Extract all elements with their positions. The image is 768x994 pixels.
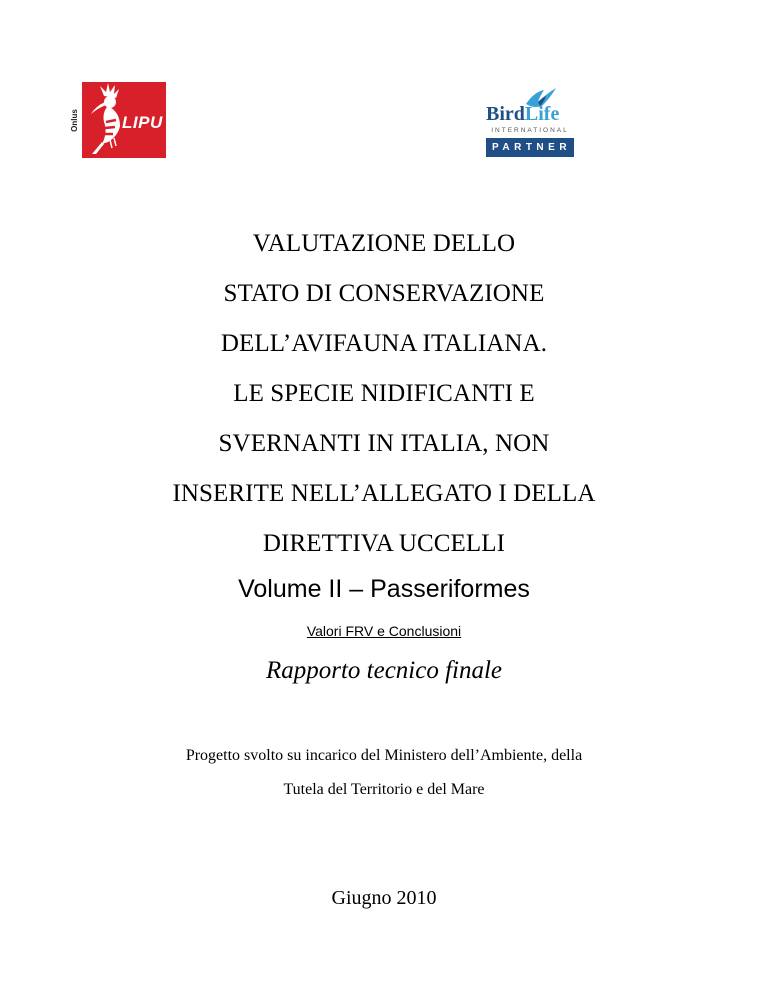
project-line: Tutela del Territorio e del Mare — [283, 781, 485, 798]
title-line: LE SPECIE NIDIFICANTI E — [233, 380, 535, 407]
volume-subtitle: Valori FRV e Conclusioni — [306, 623, 462, 639]
lipu-onlus-label: Onlus — [69, 108, 79, 132]
birdlife-name-bird: Bird — [486, 103, 525, 125]
lipu-name: LIPU — [122, 113, 163, 132]
document-title — [0, 228, 768, 578]
report-type: Rapporto tecnico finale — [265, 657, 503, 684]
birdlife-partner-badge: PARTNER — [486, 138, 574, 157]
title-line: STATO DI CONSERVAZIONE — [223, 280, 545, 307]
lipu-logo — [68, 82, 166, 158]
publication-date: Giugno 2010 — [331, 887, 437, 909]
project-description — [0, 746, 768, 814]
title-line: DELL’AVIFAUNA ITALIANA. — [220, 330, 548, 357]
birdlife-name — [486, 104, 559, 124]
birdlife-name-life: Life — [524, 103, 560, 125]
title-line: SVERNANTI IN ITALIA, NON — [218, 430, 550, 457]
project-line: Progetto svolto su incarico del Ministero dell’Ambiente, della — [185, 747, 583, 764]
birdlife-international: INTERNATIONAL — [491, 127, 569, 134]
title-line: DIRETTIVA UCCELLI — [262, 530, 506, 557]
lipu-logo-box — [82, 82, 166, 158]
volume-title: Volume II – Passeriformes — [238, 575, 530, 603]
title-line: VALUTAZIONE DELLO — [252, 230, 516, 257]
birdlife-logo — [482, 86, 574, 158]
title-line: INSERITE NELL’ALLEGATO I DELLA — [172, 480, 596, 507]
